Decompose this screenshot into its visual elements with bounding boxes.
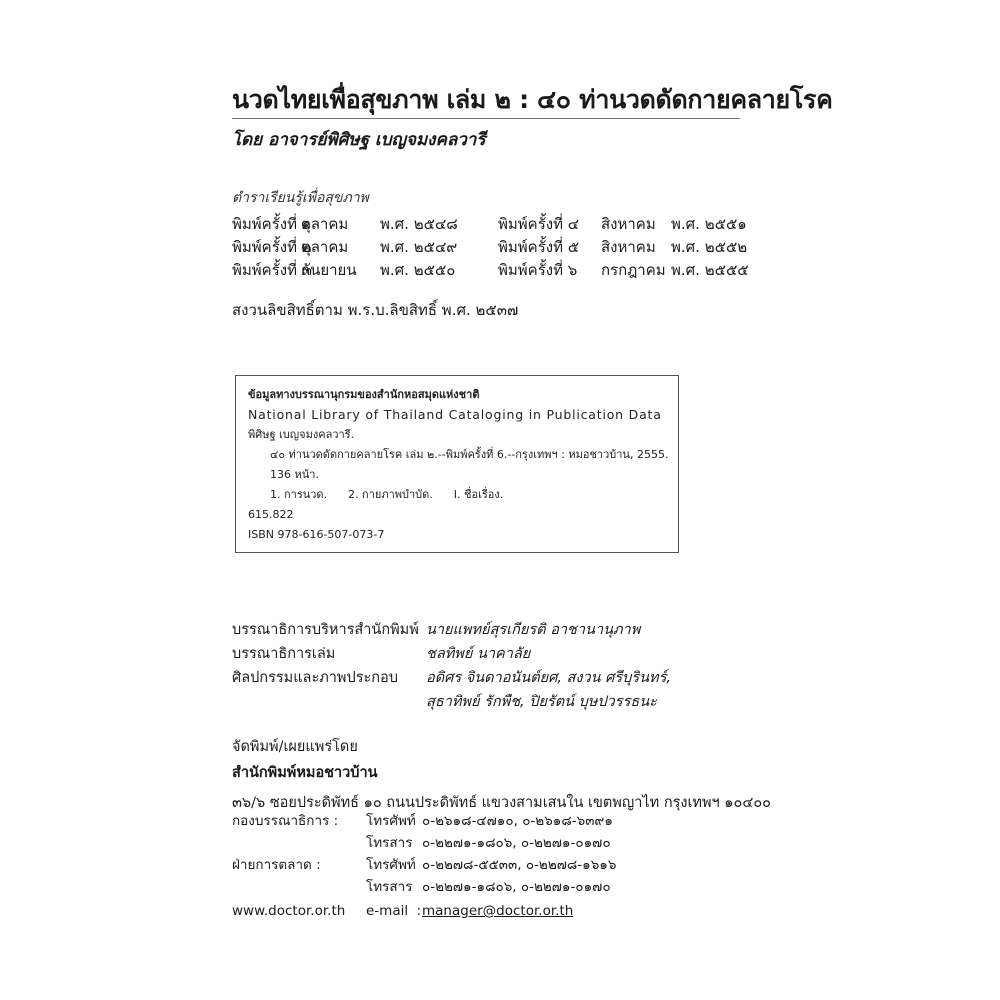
contact-numbers: ๐-๒๒๗๑-๑๘๐๖, ๐-๒๒๗๑-๐๑๗๐ — [422, 835, 611, 851]
edition-year: พ.ศ. ๒๕๔๘ — [380, 215, 458, 233]
author-line: โดย อาจารย์พิศิษฐ เบญจมงคลวารี — [232, 130, 486, 150]
publisher-address: ๓๖/๖ ซอยประดิพัทธ์ ๑๐ ถนนประดิพัทธ์ แขวงสามเสนใน เขตพญาไท กรุงเทพฯ ๑๐๔๐๐ — [232, 795, 772, 811]
edition-month: กันยายน — [301, 261, 357, 279]
edition-label: พิมพ์ครั้งที่ ๔ — [498, 215, 580, 233]
edition-year: พ.ศ. ๒๕๔๙ — [380, 238, 458, 256]
credit-name: นายแพทย์สุรเกียรติ อาชานานุภาพ — [426, 622, 641, 638]
contact-type: โทรศัพท์ — [366, 857, 416, 873]
credit-name: อดิศร จินดาอนันต์ยศ, สงวน ศรีบุรินทร์, — [426, 670, 672, 686]
copyright-notice: สงวนลิขสิทธิ์ตาม พ.ร.บ.ลิขสิทธิ์ พ.ศ. ๒๕๓๗ — [232, 301, 519, 319]
cip-title: ๔๐ ท่านวดดัดกายคลายโรค เล่ม ๒.--พิมพ์ครั้งที่ 6.--กรุงเทพฯ : หมอชาวบ้าน, 2555. — [270, 448, 669, 461]
contact-department: ฝ่ายการตลาด : — [232, 857, 321, 873]
email-label: e-mail : — [366, 903, 422, 919]
email-link[interactable]: manager@doctor.or.th — [422, 903, 574, 919]
edition-label: พิมพ์ครั้งที่ ๖ — [498, 261, 578, 279]
contact-department: กองบรรณาธิการ : — [232, 813, 339, 829]
series-name: ตำราเรียนรู้เพื่อสุขภาพ — [232, 190, 369, 206]
edition-month: สิงหาคม — [601, 215, 656, 233]
edition-year: พ.ศ. ๒๕๕๕ — [671, 261, 749, 279]
contact-numbers: ๐-๒๒๗๘-๕๕๓๓, ๐-๒๒๗๘-๑๖๑๖ — [422, 857, 617, 873]
credit-role: บรรณาธิการเล่ม — [232, 646, 336, 662]
cip-heading: ข้อมูลทางบรรณานุกรมของสำนักหอสมุดแห่งชาติ — [248, 388, 480, 401]
edition-year: พ.ศ. ๒๕๕๒ — [671, 238, 748, 256]
book-title: นวดไทยเพื่อสุขภาพ เล่ม ๒ : ๔๐ ท่านวดดัดกายคลายโรค — [232, 85, 833, 114]
edition-month: ตุลาคม — [301, 238, 349, 256]
edition-month: ตุลาคม — [301, 215, 349, 233]
edition-label: พิมพ์ครั้งที่ ๒ — [232, 238, 312, 256]
cip-pages: 136 หน้า. — [270, 468, 319, 481]
edition-label: พิมพ์ครั้งที่ ๑ — [232, 215, 312, 233]
edition-label: พิมพ์ครั้งที่ ๓ — [232, 261, 312, 279]
contact-numbers: ๐-๒๒๗๑-๑๘๐๖, ๐-๒๒๗๑-๐๑๗๐ — [422, 879, 611, 895]
website-link[interactable]: www.doctor.or.th — [232, 903, 346, 919]
credit-role: บรรณาธิการบริหารสำนักพิมพ์ — [232, 622, 419, 638]
cip-subjects: 1. การนวด. 2. กายภาพบำบัด. I. ชื่อเรื่อง. — [270, 488, 504, 501]
credit-role: ศิลปกรรมและภาพประกอบ — [232, 670, 398, 686]
cip-classification: 615.822 — [248, 508, 294, 521]
contact-type: โทรสาร — [366, 879, 413, 895]
edition-month: กรกฎาคม — [601, 261, 666, 279]
cip-author: พิศิษฐ เบญจมงคลวารี. — [248, 428, 355, 441]
contact-type: โทรศัพท์ — [366, 813, 416, 829]
cip-heading-english: National Library of Thailand Cataloging in Publication Data — [248, 407, 662, 422]
contact-type: โทรสาร — [366, 835, 413, 851]
publisher-label: จัดพิมพ์/เผยแพร่โดย — [232, 739, 358, 755]
title-divider — [232, 118, 740, 119]
credit-name: สุธาทิพย์ รักพืช, ปิยรัตน์ บุษปวรรธนะ — [426, 694, 657, 710]
cip-data-box — [235, 375, 679, 553]
edition-year: พ.ศ. ๒๕๕๑ — [671, 215, 747, 233]
credit-name: ชลทิพย์ นาคาลัย — [426, 646, 531, 662]
edition-label: พิมพ์ครั้งที่ ๕ — [498, 238, 580, 256]
edition-month: สิงหาคม — [601, 238, 656, 256]
publisher-info — [232, 735, 771, 815]
edition-year: พ.ศ. ๒๕๕๐ — [380, 261, 456, 279]
publisher-name: สำนักพิมพ์หมอชาวบ้าน — [232, 765, 378, 781]
cip-isbn: ISBN 978-616-507-073-7 — [248, 528, 385, 541]
contact-numbers: ๐-๒๖๑๘-๔๗๑๐, ๐-๒๖๑๘-๖๓๙๑ — [422, 813, 613, 829]
